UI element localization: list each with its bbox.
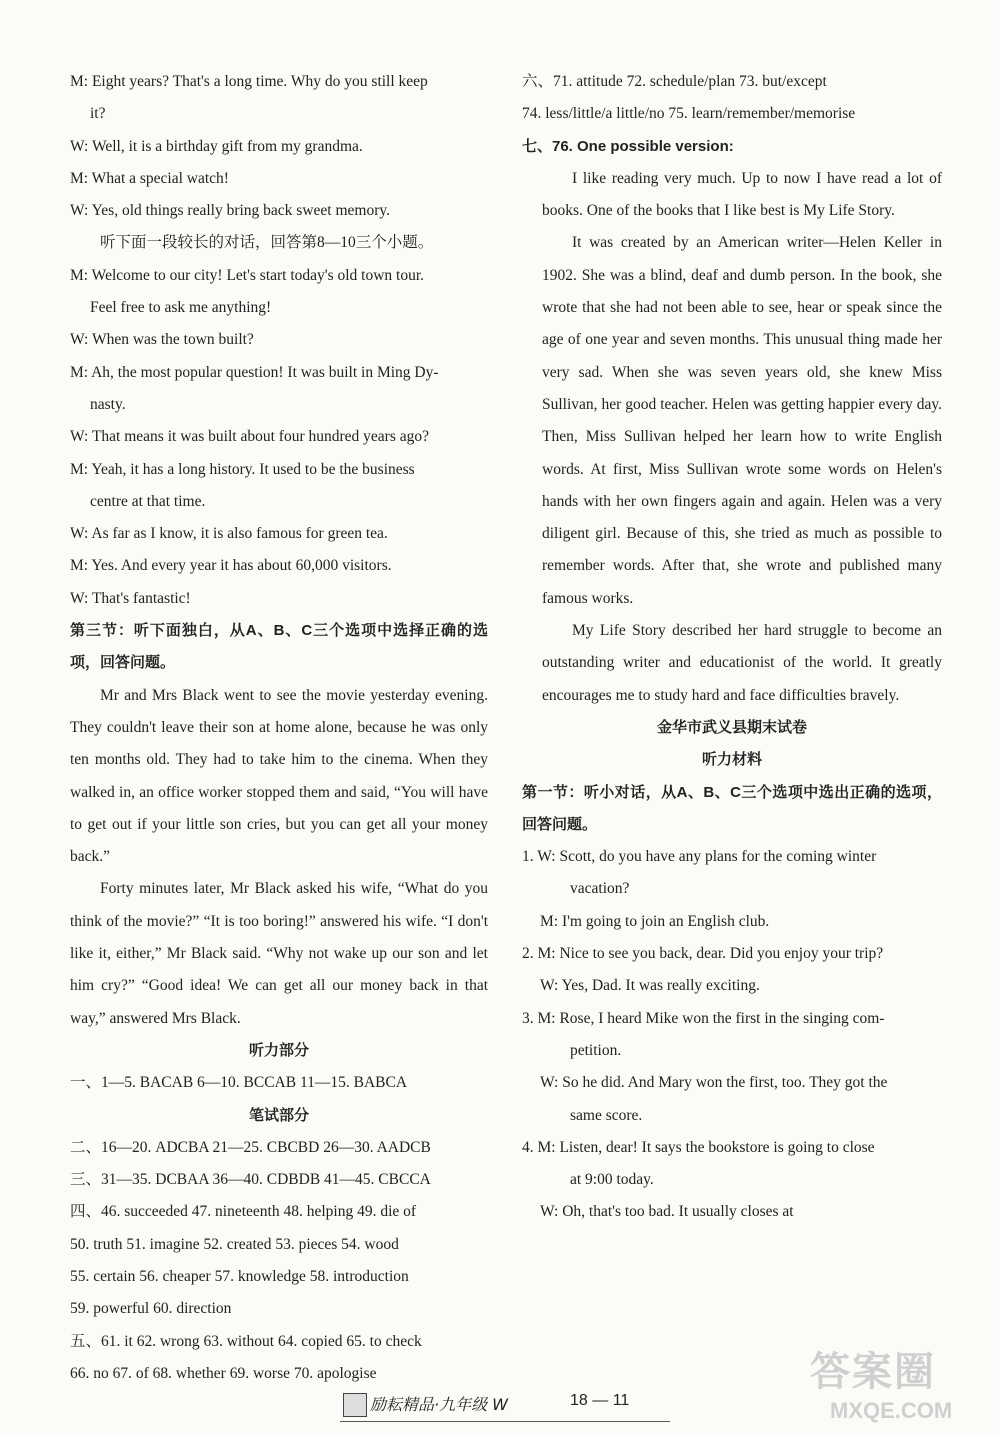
right-line: I like reading very much. Up to now I have read a lot of books. One of the books that I like best is My Life Story. [542,169,942,220]
left-line: W: Yes, old things really bring back sweet memory. [70,202,390,220]
left-line: W: When was the town built? [70,331,254,349]
right-line: vacation? [570,880,630,898]
right-line: same score. [570,1106,643,1124]
left-line: 59. powerful 60. direction [70,1300,232,1318]
left-line: 听力部分 [248,1041,309,1059]
left-line: M: Yes. And every year it has about 60,000 visitors. [70,557,392,575]
right-line: 2. M: Nice to see you back, dear. Did you enjoy your trip? [522,945,884,963]
left-line: nasty. [90,395,126,413]
left-column [70,66,488,1390]
right-line: 74. less/little/a little/no 75. learn/remember/memorise [522,105,856,123]
left-line: W: Well, it is a birthday gift from my grandma. [70,137,363,155]
right-line: 3. M: Rose, I heard Mike won the first in the singing com- [522,1009,885,1027]
watermark-logo: 答案圈 [810,1350,936,1394]
footer-brand: 励耘精品·九年级 W [370,1395,508,1414]
left-line: 笔试部分 [248,1106,309,1124]
left-line: W: That means it was built about four hundred years ago? [70,428,429,446]
left-line: M: Yeah, it has a long history. It used to be the business [70,460,415,478]
right-line: It was created by an American writer—Helen Keller in 1902. She was a blind, deaf and dumb person. In the book, she wrote that she had not been able to see, hear or speak since the age of one year and seven months. This unusual thing made her very sad. When she was seven years old, she knew Miss Sullivan, her good teacher. Helen was getting happier every day. Then, Miss Sullivan helped her learn how to write English words. At first, Miss Sullivan wrote some words on Helen's hands with her own fingers again and again. Helen was a very diligent girl. Because of this, she tried as much as possible to remember words. After that, she wrote and published many famous works. [542,234,942,607]
watermark-url: MXQE.COM [830,1398,953,1423]
right-line: My Life Story described her hard struggle to become an outstanding writer and educationist of the world. It greatly encourages me to study hard and face difficulties bravely. [542,622,942,704]
brand-logo-icon [343,1393,367,1417]
watermark [800,1340,990,1430]
left-line: W: That's fantastic! [70,589,191,607]
left-line: 三、31—35. DCBAA 36—40. CDBDB 41—45. CBCCA [70,1171,431,1189]
right-column [522,66,942,1229]
right-line: M: I'm going to join an English club. [540,912,770,930]
right-line: at 9:00 today. [570,1171,654,1189]
left-line: 听下面一段较长的对话，回答第8—10三个小题。 [100,234,434,252]
left-line: 66. no 67. of 68. whether 69. worse 70. apologise [70,1364,377,1382]
right-line: 第一节：听小对话，从A、B、C三个选项中选出正确的选项，回答问题。 [522,783,942,833]
right-line: petition. [570,1041,622,1059]
left-line: 四、46. succeeded 47. nineteenth 48. helping 49. die of [70,1203,417,1221]
left-line: 二、16—20. ADCBA 21—25. CBCBD 26—30. AADCB [70,1138,431,1156]
right-line: 听力材料 [701,751,762,769]
left-line: 50. truth 51. imagine 52. created 53. pieces 54. wood [70,1235,399,1253]
left-line: Forty minutes later, Mr Black asked his wife, “What do you think of the movie?” “It is too boring!” answered his wife. “I don't like it, either,” Mr Black said. “Why not wake up our son and let him cry?” “Good idea! We can get all our money back in that way,” answered Mrs Black. [70,880,488,1027]
right-line: W: So he did. And Mary won the first, too. They got the [540,1074,888,1092]
left-line: M: Welcome to our city! Let's start today's old town tour. [70,266,425,284]
left-line: M: Ah, the most popular question! It was built in Ming Dy- [70,363,439,381]
footer-rule [340,1421,670,1422]
right-line: W: Yes, Dad. It was really exciting. [540,977,760,995]
left-line: 一、1—5. BACAB 6—10. BCCAB 11—15. BABCA [70,1074,408,1092]
left-line: centre at that time. [90,492,206,510]
right-line: 七、76. One possible version: [522,137,734,155]
right-line: 金华市武义县期末试卷 [656,718,807,736]
left-line: Mr and Mrs Black went to see the movie yesterday evening. They couldn't leave their son at home alone, because he was only ten months old. They had to take him to the cinema. When they walked in, an office worker stopped them and said, “You will have to get out if your little son cries, but you can get all your money back.” [70,686,488,866]
left-line: M: What a special watch! [70,169,229,187]
page-number: 18 — 11 [570,1392,630,1409]
left-line: M: Eight years? That's a long time. Why do you still keep [70,73,428,90]
right-line: 1. W: Scott, do you have any plans for the coming winter [522,848,877,866]
right-line: 4. M: Listen, dear! It says the bookstore is going to close [522,1138,875,1156]
left-line: 第三节：听下面独白，从A、B、C三个选项中选择正确的选项，回答问题。 [70,622,488,672]
left-line: 五、61. it 62. wrong 63. without 64. copied 65. to check [70,1332,422,1350]
left-line: 55. certain 56. cheaper 57. knowledge 58. introduction [70,1267,409,1285]
left-line: W: As far as I know, it is also famous for green tea. [70,525,388,543]
left-line: it? [90,105,106,123]
right-line: W: Oh, that's too bad. It usually closes at [540,1203,794,1221]
right-line: 六、71. attitude 72. schedule/plan 73. but/except [522,73,827,90]
left-line: Feel free to ask me anything! [90,299,272,317]
